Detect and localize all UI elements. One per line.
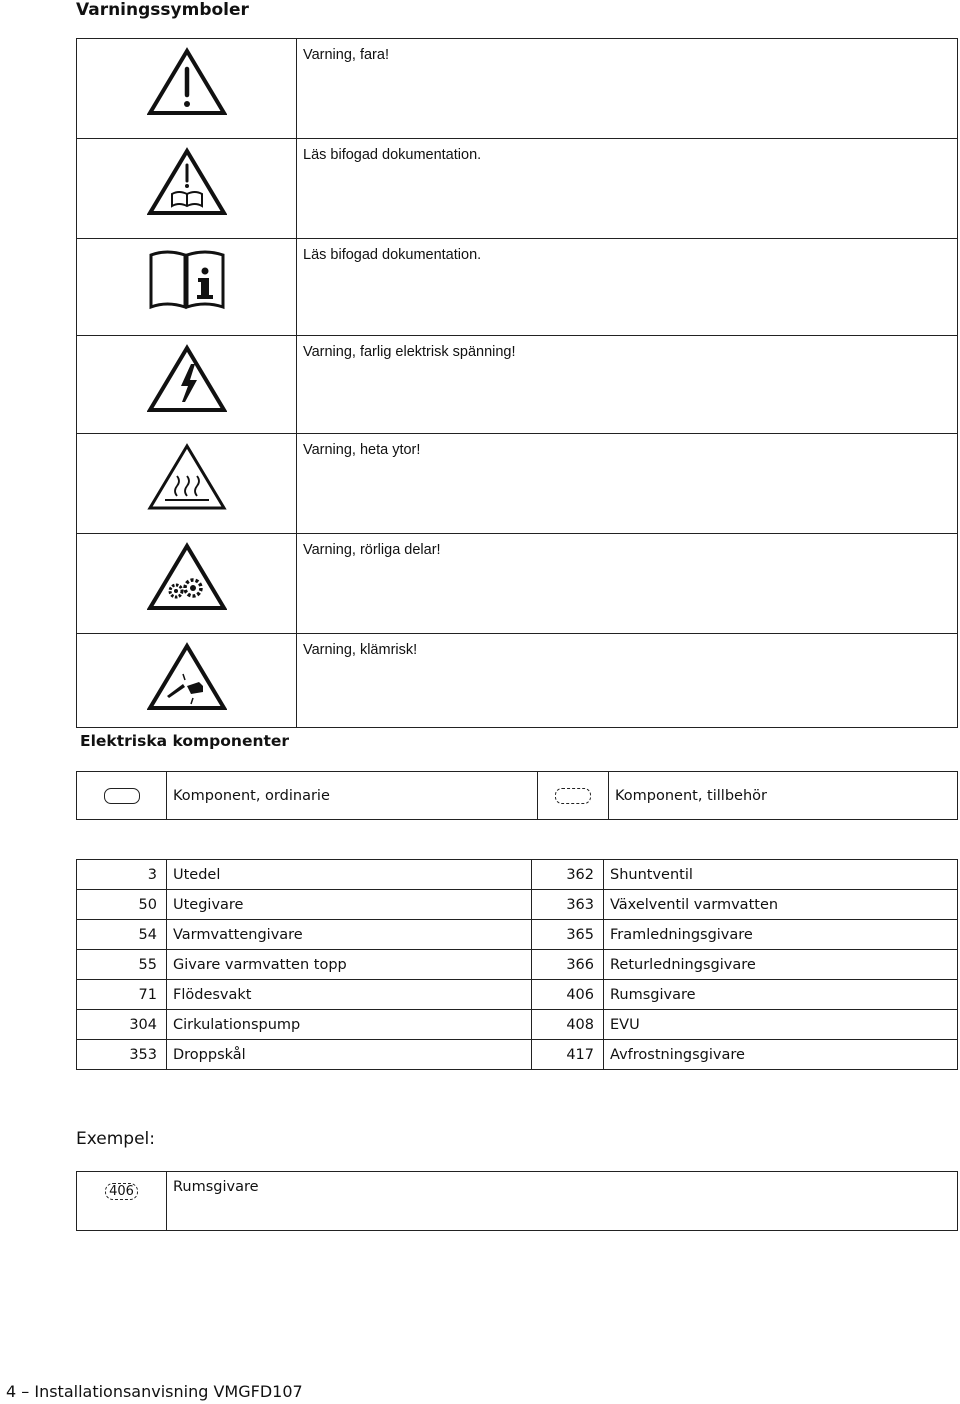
standard-component-label: Komponent, ordinarie: [167, 772, 538, 820]
warning-text: Varning, heta ytor!: [297, 434, 958, 534]
hot-surface-warning-icon: [147, 442, 227, 512]
warning-text: Läs bifogad dokumentation.: [297, 139, 958, 239]
warning-row: [77, 634, 958, 728]
example-component-name: Rumsgivare: [167, 1172, 958, 1231]
component-name: EVU: [604, 1010, 958, 1040]
standard-component-symbol-icon: [104, 788, 140, 804]
component-list-table: [76, 859, 958, 1070]
component-name: Utedel: [167, 860, 532, 890]
component-number: 365: [532, 920, 604, 950]
component-row: [77, 860, 958, 890]
warning-row: [77, 39, 958, 139]
electrical-components-heading: Elektriska komponenter: [80, 732, 290, 750]
warning-symbols-heading: Varningssymboler: [76, 0, 249, 20]
component-name: Avfrostningsgivare: [604, 1040, 958, 1070]
component-name: Växelventil varmvatten: [604, 890, 958, 920]
warning-row: [77, 534, 958, 634]
component-name: Rumsgivare: [604, 980, 958, 1010]
component-name: Shuntventil: [604, 860, 958, 890]
warning-text: Varning, farlig elektrisk spänning!: [297, 336, 958, 434]
component-name: Utegivare: [167, 890, 532, 920]
component-name: Returledningsgivare: [604, 950, 958, 980]
component-row: [77, 950, 958, 980]
legend-row: [77, 772, 958, 820]
component-name: Cirkulationspump: [167, 1010, 532, 1040]
warning-text: Varning, fara!: [297, 39, 958, 139]
component-name: Varmvattengivare: [167, 920, 532, 950]
warning-row: [77, 139, 958, 239]
warning-text: Varning, rörliga delar!: [297, 534, 958, 634]
component-number: 363: [532, 890, 604, 920]
warning-symbols-table: [76, 38, 958, 728]
component-number: 362: [532, 860, 604, 890]
component-number: 408: [532, 1010, 604, 1040]
component-number: 71: [77, 980, 167, 1010]
accessory-component-label: Komponent, tillbehör: [609, 772, 958, 820]
example-label: Exempel:: [76, 1129, 155, 1149]
pinch-hazard-warning-icon: [147, 642, 227, 712]
info-manual-icon: [147, 247, 227, 313]
component-number: 366: [532, 950, 604, 980]
component-number: 54: [77, 920, 167, 950]
component-number: 406: [532, 980, 604, 1010]
moving-parts-warning-icon: [147, 542, 227, 612]
component-name: Flödesvakt: [167, 980, 532, 1010]
example-component-badge: 406: [105, 1183, 138, 1200]
component-row: [77, 980, 958, 1010]
warning-text: Varning, klämrisk!: [297, 634, 958, 728]
component-number: 353: [77, 1040, 167, 1070]
warning-text: Läs bifogad dokumentation.: [297, 239, 958, 336]
accessory-component-symbol-icon: [555, 788, 591, 804]
component-name: Framledningsgivare: [604, 920, 958, 950]
component-number: 3: [77, 860, 167, 890]
component-number: 304: [77, 1010, 167, 1040]
component-name: Droppskål: [167, 1040, 532, 1070]
component-row: [77, 920, 958, 950]
warning-row: [77, 336, 958, 434]
component-row: [77, 1040, 958, 1070]
example-table: [76, 1171, 958, 1231]
component-row: [77, 1010, 958, 1040]
component-row: [77, 890, 958, 920]
component-name: Givare varmvatten topp: [167, 950, 532, 980]
component-legend-table: [76, 771, 958, 820]
component-number: 417: [532, 1040, 604, 1070]
page-footer: 4 – Installationsanvisning VMGFD107: [6, 1382, 303, 1401]
read-manual-warning-icon: [147, 147, 227, 217]
component-number: 50: [77, 890, 167, 920]
example-row: [77, 1172, 958, 1231]
component-number: 55: [77, 950, 167, 980]
warning-row: [77, 434, 958, 534]
warning-row: [77, 239, 958, 336]
general-warning-icon: [147, 47, 227, 117]
electric-voltage-warning-icon: [147, 344, 227, 414]
